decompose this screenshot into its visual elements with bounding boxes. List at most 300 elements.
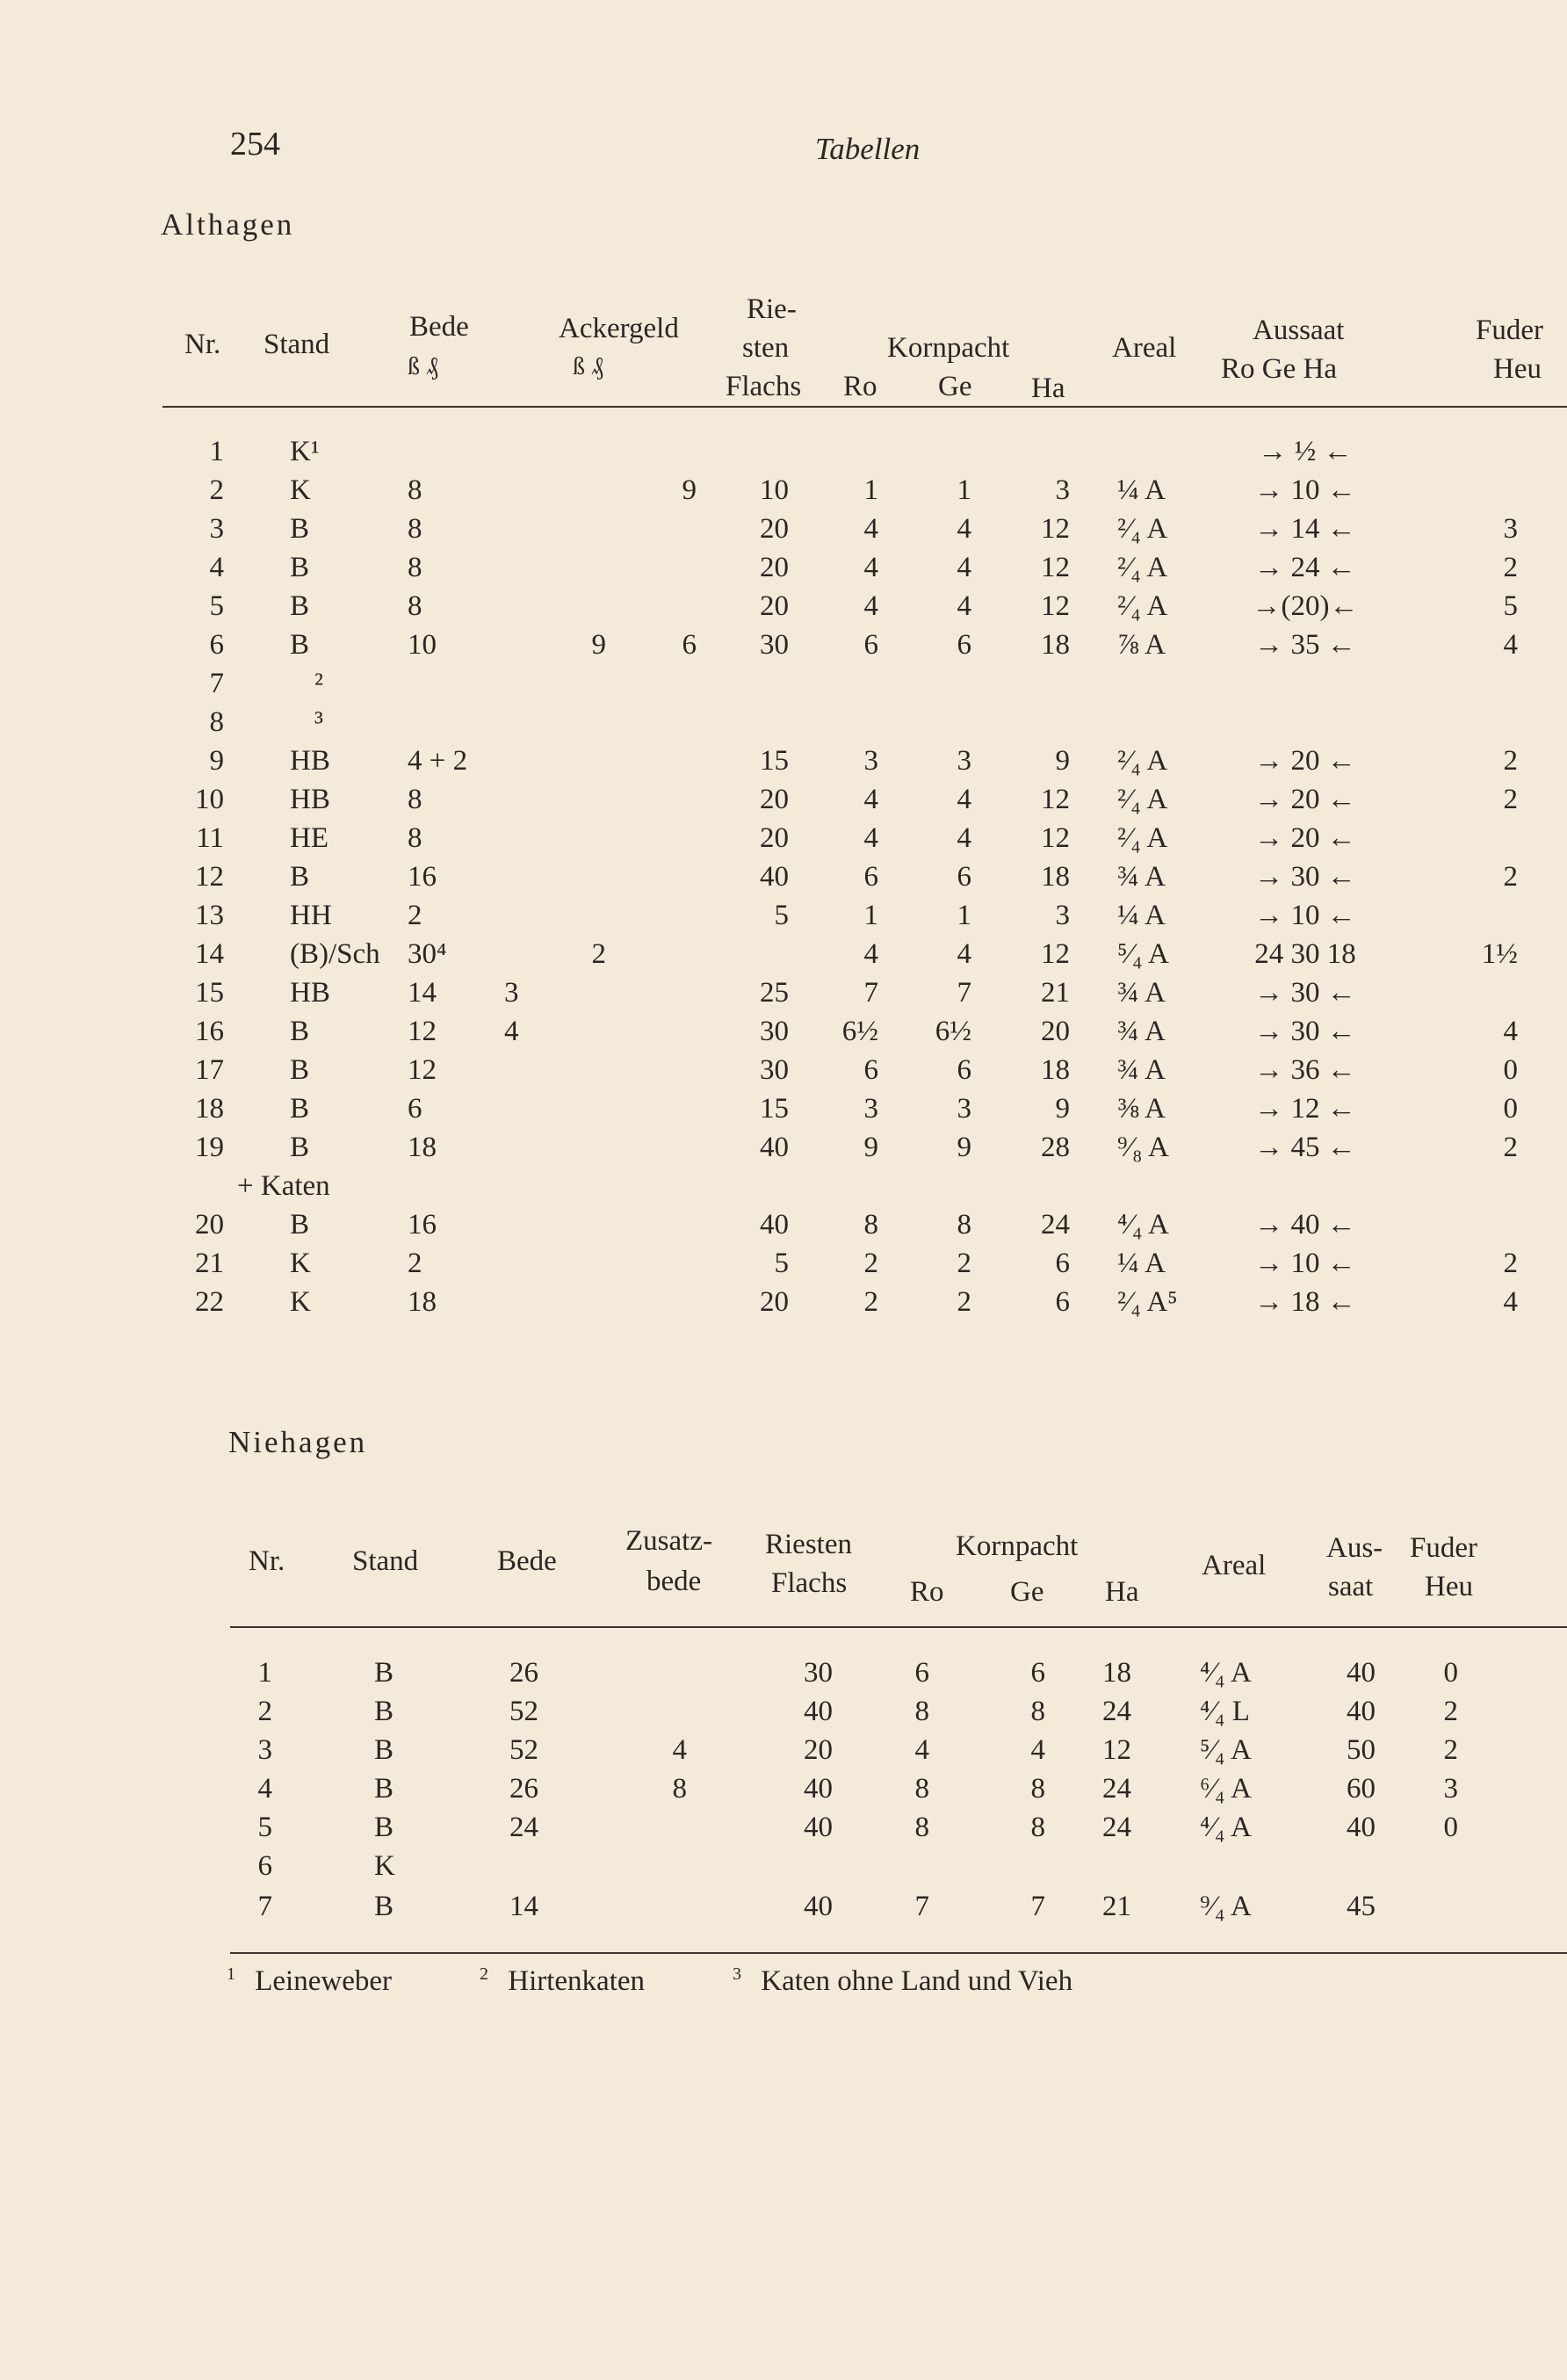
cell-kornpacht-ge: 7 xyxy=(1030,1891,1045,1922)
cell-kornpacht-ro: 3 xyxy=(863,745,878,777)
cell-riesten: 25 xyxy=(760,977,789,1009)
cell-nr: 13 xyxy=(195,900,224,931)
cell-fuder: 5 xyxy=(1503,590,1518,622)
cell-riesten: 15 xyxy=(760,1093,789,1125)
niehagen-header-zusatz-2: bede xyxy=(646,1566,702,1597)
cell-kornpacht-ro: 9 xyxy=(863,1132,878,1163)
cell-bede-s: 2 xyxy=(408,1248,422,1279)
cell-bede: 14 xyxy=(509,1891,538,1922)
cell-fuder: 4 xyxy=(1503,1286,1518,1318)
cell-nr: 5 xyxy=(209,590,224,622)
cell-kornpacht-ha: 12 xyxy=(1041,513,1070,545)
footnote-mark: 3 xyxy=(733,1964,741,1984)
cell-nr: 8 xyxy=(209,706,224,738)
cell-kornpacht-ha: 12 xyxy=(1041,590,1070,622)
cell-aussaat: → 30 ← xyxy=(1254,861,1356,893)
cell-kornpacht-ge: 4 xyxy=(957,590,971,622)
cell-nr: 1 xyxy=(209,436,224,467)
cell-nr: 5 xyxy=(257,1812,272,1843)
cell-bede-s: 12 xyxy=(408,1054,437,1086)
cell-aussaat: → 10 ← xyxy=(1254,900,1356,931)
cell-nr: 4 xyxy=(209,552,224,583)
cell-stand: B xyxy=(374,1734,394,1766)
cell-kornpacht-ge: 1 xyxy=(957,900,971,931)
cell-kornpacht-ha: 24 xyxy=(1102,1812,1131,1843)
cell-fuder: 0 xyxy=(1503,1054,1518,1086)
cell-aussaat: → 10 ← xyxy=(1254,1248,1356,1279)
cell-nr: 2 xyxy=(209,474,224,506)
cell-kornpacht-ge: 3 xyxy=(957,745,971,777)
cell-bede-s: 14 xyxy=(408,977,437,1009)
cell-kornpacht-ge: 4 xyxy=(957,513,971,545)
cell-nr: 14 xyxy=(195,938,224,970)
cell-kornpacht-ge: 4 xyxy=(1030,1734,1045,1766)
cell-kornpacht-ha: 6 xyxy=(1055,1286,1070,1318)
althagen-header-bede: Bede xyxy=(409,311,469,343)
cell-bede: 24 xyxy=(509,1812,538,1843)
cell-nr: 19 xyxy=(195,1132,224,1163)
section-title-althagen: Althagen xyxy=(161,207,295,242)
cell-kornpacht-ha: 12 xyxy=(1041,938,1070,970)
cell-fuder: 0 xyxy=(1443,1812,1458,1843)
cell-areal: ¼ A xyxy=(1117,474,1166,506)
cell-kornpacht-ge: 3 xyxy=(957,1093,971,1125)
cell-areal: ⁹⁄₄ A xyxy=(1200,1891,1252,1922)
niehagen-header-areal: Areal xyxy=(1202,1550,1267,1581)
cell-kornpacht-ha: 18 xyxy=(1041,629,1070,661)
cell-aussaat: 50 xyxy=(1347,1734,1376,1766)
cell-kornpacht-ha: 12 xyxy=(1041,822,1070,854)
cell-kornpacht-ge: 2 xyxy=(957,1286,971,1318)
cell-bede: 52 xyxy=(509,1696,538,1727)
cell-bede-s: 12 xyxy=(408,1016,437,1047)
footnote-1 xyxy=(227,1964,392,1998)
cell-fuder: 2 xyxy=(1443,1696,1458,1727)
cell-aussaat: → 20 ← xyxy=(1254,822,1356,854)
cell-stand: K xyxy=(290,1286,311,1318)
cell-kornpacht-ro: 1 xyxy=(863,900,878,931)
cell-aussaat: → 20 ← xyxy=(1254,784,1356,815)
cell-kornpacht-ha: 18 xyxy=(1102,1657,1131,1689)
cell-kornpacht-ha: 12 xyxy=(1041,552,1070,583)
althagen-header-kornpacht: Kornpacht xyxy=(887,332,1010,364)
cell-stand: K xyxy=(374,1850,395,1882)
cell-stand: B xyxy=(374,1891,394,1922)
cell-fuder: 2 xyxy=(1503,552,1518,583)
niehagen-header-rule xyxy=(230,1626,1567,1628)
cell-areal: ⁹⁄₈ A xyxy=(1117,1132,1169,1163)
cell-kornpacht-ro: 6 xyxy=(863,629,878,661)
cell-nr: 15 xyxy=(195,977,224,1009)
cell-fuder: 3 xyxy=(1503,513,1518,545)
althagen-header-bede-units: ß ₰ xyxy=(408,353,438,380)
cell-nr: 7 xyxy=(257,1891,272,1922)
cell-stand: B xyxy=(290,1093,310,1125)
cell-kornpacht-ro: 1 xyxy=(863,474,878,506)
cell-areal: ⁵⁄₄ A xyxy=(1117,938,1169,970)
cell-stand: B xyxy=(290,513,310,545)
cell-kornpacht-ge: 8 xyxy=(1030,1696,1045,1727)
cell-fuder: 2 xyxy=(1503,1132,1518,1163)
cell-kornpacht-ha: 12 xyxy=(1102,1734,1131,1766)
cell-ackergeld-s: 2 xyxy=(591,938,606,970)
cell-bede: 52 xyxy=(509,1734,538,1766)
cell-riesten: 20 xyxy=(760,784,789,815)
cell-stand: B xyxy=(290,552,310,583)
cell-kornpacht-ro: 2 xyxy=(863,1248,878,1279)
cell-kornpacht-ge: 9 xyxy=(957,1132,971,1163)
page-number: 254 xyxy=(230,126,280,163)
cell-kornpacht-ha: 24 xyxy=(1041,1209,1070,1241)
cell-kornpacht-ha: 20 xyxy=(1041,1016,1070,1047)
cell-fuder: 0 xyxy=(1443,1657,1458,1689)
footnote-3 xyxy=(733,1964,1072,1998)
cell-areal: ²⁄₄ A xyxy=(1117,513,1168,545)
cell-nr: 3 xyxy=(209,513,224,545)
cell-kornpacht-ro: 4 xyxy=(863,784,878,815)
cell-areal: ²⁄₄ A xyxy=(1117,590,1168,622)
cell-bede: 26 xyxy=(509,1773,538,1805)
cell-kornpacht-ge: 8 xyxy=(957,1209,971,1241)
cell-aussaat: → 30 ← xyxy=(1254,1016,1356,1047)
cell-areal: ⁴⁄₄ A xyxy=(1200,1812,1252,1843)
althagen-header-stand: Stand xyxy=(264,329,330,360)
cell-nr: 2 xyxy=(257,1696,272,1727)
cell-stand: B xyxy=(374,1657,394,1689)
cell-stand: HB xyxy=(290,784,330,815)
footnote-text: Leineweber xyxy=(248,1965,392,1997)
cell-kornpacht-ro: 6 xyxy=(863,861,878,893)
cell-aussaat: 40 xyxy=(1347,1812,1376,1843)
cell-areal: ²⁄₄ A xyxy=(1117,745,1168,777)
cell-kornpacht-ge: 4 xyxy=(957,784,971,815)
cell-nr: 7 xyxy=(209,668,224,699)
cell-kornpacht-ge: 4 xyxy=(957,938,971,970)
cell-areal: ¼ A xyxy=(1117,900,1166,931)
niehagen-header-riesten-2: Flachs xyxy=(771,1567,848,1599)
cell-bede-s: 16 xyxy=(408,1209,437,1241)
cell-bede-s: 10 xyxy=(408,629,437,661)
cell-ackergeld-d: 6 xyxy=(682,629,697,661)
cell-aussaat: → 36 ← xyxy=(1254,1054,1356,1086)
cell-nr: 20 xyxy=(195,1209,224,1241)
cell-fuder: 2 xyxy=(1503,745,1518,777)
cell-stand: B xyxy=(290,1132,310,1163)
cell-stand: B xyxy=(290,590,310,622)
footnote-text: Katen ohne Land und Vieh xyxy=(754,1965,1073,1997)
niehagen-header-fuder: Fuder xyxy=(1410,1532,1477,1564)
niehagen-header-nr: Nr. xyxy=(249,1545,285,1577)
althagen-header-aussaat-sub: Ro Ge Ha xyxy=(1221,353,1337,385)
cell-bede-s: 16 xyxy=(408,861,437,893)
cell-kornpacht-ro: 6 xyxy=(863,1054,878,1086)
althagen-header-ackergeld-units: ß ₰ xyxy=(573,353,603,380)
cell-stand: HB xyxy=(290,745,330,777)
cell-aussaat: → 10 ← xyxy=(1254,474,1356,506)
cell-riesten: 15 xyxy=(760,745,789,777)
cell-aussaat: → 14 ← xyxy=(1254,513,1356,545)
cell-areal: ⁶⁄₄ A xyxy=(1200,1773,1252,1805)
cell-kornpacht-ha: 21 xyxy=(1102,1891,1131,1922)
cell-zusatzbede: 4 xyxy=(672,1734,687,1766)
cell-stand: (B)/Sch xyxy=(290,938,380,970)
cell-areal: ⁴⁄₄ A xyxy=(1200,1657,1252,1689)
cell-areal: ⅞ A xyxy=(1117,629,1166,661)
cell-stand: K xyxy=(290,474,311,506)
cell-kornpacht-ha: 21 xyxy=(1041,977,1070,1009)
cell-kornpacht-ha: 18 xyxy=(1041,861,1070,893)
cell-nr: 10 xyxy=(195,784,224,815)
cell-aussaat: 24 30 18 xyxy=(1254,938,1356,970)
cell-zusatzbede: 8 xyxy=(672,1773,687,1805)
cell-kornpacht-ro: 3 xyxy=(863,1093,878,1125)
althagen-header-riesten-1: Rie- xyxy=(747,293,797,325)
cell-kornpacht-ro: 4 xyxy=(863,552,878,583)
cell-bede: 26 xyxy=(509,1657,538,1689)
cell-aussaat: → 45 ← xyxy=(1254,1132,1356,1163)
cell-stand: B xyxy=(290,1016,310,1047)
footnote-mark: 1 xyxy=(227,1964,235,1984)
cell-fuder: 4 xyxy=(1503,1016,1518,1047)
cell-stand: HE xyxy=(290,822,329,854)
cell-bede-s: 8 xyxy=(408,474,422,506)
cell-nr: 4 xyxy=(257,1773,272,1805)
cell-nr: 21 xyxy=(195,1248,224,1279)
cell-stand: B xyxy=(290,1209,310,1241)
cell-bede-d: 3 xyxy=(504,977,519,1009)
cell-kornpacht-ge: 1 xyxy=(957,474,971,506)
niehagen-header-aussaat-2: saat xyxy=(1328,1571,1374,1602)
cell-kornpacht-ro: 4 xyxy=(863,822,878,854)
cell-areal: ²⁄₄ A⁵ xyxy=(1117,1286,1178,1318)
cell-bede-s: 30⁴ xyxy=(408,938,447,970)
cell-riesten: 20 xyxy=(760,590,789,622)
cell-fuder: 2 xyxy=(1503,784,1518,815)
niehagen-header-stand: Stand xyxy=(352,1545,419,1577)
cell-kornpacht-ha: 3 xyxy=(1055,900,1070,931)
niehagen-header-aussaat-1: Aus- xyxy=(1326,1532,1383,1564)
cell-kornpacht-ha: 3 xyxy=(1055,474,1070,506)
cell-stand: B xyxy=(290,1054,310,1086)
running-head: Tabellen xyxy=(815,132,921,166)
cell-ackergeld-s: 9 xyxy=(591,629,606,661)
cell-ackergeld-d: 9 xyxy=(682,474,697,506)
cell-kornpacht-ge: 8 xyxy=(1030,1773,1045,1805)
niehagen-header-ha: Ha xyxy=(1105,1576,1139,1608)
footnote-2 xyxy=(480,1964,645,1998)
althagen-header-fuder: Fuder xyxy=(1476,315,1543,346)
althagen-header-heu: Heu xyxy=(1493,353,1542,385)
cell-nr: 9 xyxy=(209,745,224,777)
cell-nr: 12 xyxy=(195,861,224,893)
niehagen-header-bede: Bede xyxy=(497,1545,557,1577)
cell-bede-s: 8 xyxy=(408,513,422,545)
cell-riesten: 20 xyxy=(760,1286,789,1318)
cell-riesten: 40 xyxy=(760,1209,789,1241)
althagen-header-riesten-2: sten xyxy=(742,332,790,364)
cell-bede-s: 8 xyxy=(408,784,422,815)
niehagen-header-kornpacht: Kornpacht xyxy=(956,1530,1079,1562)
cell-riesten: 40 xyxy=(760,1132,789,1163)
cell-kornpacht-ge: 4 xyxy=(957,822,971,854)
cell-aussaat: 40 xyxy=(1347,1657,1376,1689)
cell-aussaat: → 20 ← xyxy=(1254,745,1356,777)
cell-riesten: 5 xyxy=(774,1248,789,1279)
cell-kornpacht-ha: 12 xyxy=(1041,784,1070,815)
cell-nr: 1 xyxy=(257,1657,272,1689)
cell-kornpacht-ha: 9 xyxy=(1055,1093,1070,1125)
cell-aussaat: 45 xyxy=(1347,1891,1376,1922)
cell-areal: ⁴⁄₄ L xyxy=(1200,1696,1250,1727)
cell-areal: ²⁄₄ A xyxy=(1117,784,1168,815)
cell-kornpacht-ge: 6 xyxy=(1030,1657,1045,1689)
cell-stand: B xyxy=(290,629,310,661)
cell-stand: + Katen xyxy=(237,1170,330,1202)
cell-stand: HB xyxy=(290,977,330,1009)
cell-fuder: 2 xyxy=(1443,1734,1458,1766)
cell-aussaat: → 18 ← xyxy=(1254,1286,1356,1318)
cell-aussaat: → 24 ← xyxy=(1254,552,1356,583)
niehagen-header-heu: Heu xyxy=(1425,1571,1473,1602)
cell-kornpacht-ro: 4 xyxy=(914,1734,929,1766)
cell-areal: ¾ A xyxy=(1117,1016,1166,1047)
footnote-text: Hirtenkaten xyxy=(501,1965,646,1997)
cell-kornpacht-ha: 6 xyxy=(1055,1248,1070,1279)
cell-aussaat: → ½ ← xyxy=(1258,436,1353,467)
althagen-header-ro: Ro xyxy=(843,371,877,402)
cell-kornpacht-ha: 9 xyxy=(1055,745,1070,777)
cell-stand: HH xyxy=(290,900,332,931)
cell-areal: ⅜ A xyxy=(1117,1093,1166,1125)
cell-riesten: 40 xyxy=(804,1891,833,1922)
cell-riesten: 20 xyxy=(760,552,789,583)
cell-kornpacht-ro: 4 xyxy=(863,938,878,970)
cell-kornpacht-ge: 6 xyxy=(957,1054,971,1086)
cell-kornpacht-ge: 6 xyxy=(957,861,971,893)
cell-kornpacht-ha: 18 xyxy=(1041,1054,1070,1086)
cell-bede-s: 18 xyxy=(408,1286,437,1318)
footnote-mark: 2 xyxy=(480,1964,488,1984)
cell-nr: 18 xyxy=(195,1093,224,1125)
niehagen-header-ge: Ge xyxy=(1010,1576,1044,1608)
cell-kornpacht-ge: 7 xyxy=(957,977,971,1009)
cell-kornpacht-ro: 4 xyxy=(863,590,878,622)
cell-kornpacht-ha: 24 xyxy=(1102,1773,1131,1805)
cell-kornpacht-ge: 6 xyxy=(957,629,971,661)
althagen-header-ha: Ha xyxy=(1031,373,1065,404)
cell-areal: ¼ A xyxy=(1117,1248,1166,1279)
cell-nr: 11 xyxy=(196,822,224,854)
cell-kornpacht-ro: 6 xyxy=(914,1657,929,1689)
cell-riesten: 30 xyxy=(760,1054,789,1086)
cell-aussaat: →(20)← xyxy=(1252,590,1359,622)
cell-bede-s: 8 xyxy=(408,552,422,583)
cell-fuder: 0 xyxy=(1503,1093,1518,1125)
cell-bede-s: 8 xyxy=(408,822,422,854)
cell-fuder: 1½ xyxy=(1481,938,1518,970)
cell-kornpacht-ro: 8 xyxy=(914,1773,929,1805)
althagen-header-areal: Areal xyxy=(1112,332,1177,364)
cell-areal: ²⁄₄ A xyxy=(1117,822,1168,854)
cell-areal: ²⁄₄ A xyxy=(1117,552,1168,583)
cell-kornpacht-ro: 2 xyxy=(863,1286,878,1318)
cell-kornpacht-ro: 7 xyxy=(863,977,878,1009)
cell-fuder: 2 xyxy=(1503,861,1518,893)
niehagen-bottom-rule xyxy=(230,1952,1567,1954)
cell-stand: ² xyxy=(314,668,323,699)
cell-riesten: 10 xyxy=(760,474,789,506)
cell-bede-s: 2 xyxy=(408,900,422,931)
cell-stand: ³ xyxy=(314,706,323,738)
althagen-header-ackergeld: Ackergeld xyxy=(559,313,679,344)
cell-stand: B xyxy=(374,1696,394,1727)
cell-aussaat: → 35 ← xyxy=(1254,629,1356,661)
cell-riesten: 5 xyxy=(774,900,789,931)
cell-stand: B xyxy=(374,1812,394,1843)
cell-stand: B xyxy=(374,1773,394,1805)
cell-nr: 6 xyxy=(257,1850,272,1882)
cell-fuder: 2 xyxy=(1503,1248,1518,1279)
cell-fuder: 3 xyxy=(1443,1773,1458,1805)
cell-kornpacht-ro: 4 xyxy=(863,513,878,545)
althagen-header-riesten-3: Flachs xyxy=(726,371,802,402)
cell-areal: ¾ A xyxy=(1117,977,1166,1009)
cell-riesten: 30 xyxy=(760,629,789,661)
cell-bede-d: 4 xyxy=(504,1016,519,1047)
cell-kornpacht-ge: 8 xyxy=(1030,1812,1045,1843)
cell-nr: 22 xyxy=(195,1286,224,1318)
cell-aussaat: 40 xyxy=(1347,1696,1376,1727)
cell-kornpacht-ha: 24 xyxy=(1102,1696,1131,1727)
cell-nr: 3 xyxy=(257,1734,272,1766)
cell-kornpacht-ro: 8 xyxy=(863,1209,878,1241)
cell-riesten: 20 xyxy=(760,513,789,545)
cell-bede-s: 6 xyxy=(408,1093,422,1125)
cell-aussaat: → 40 ← xyxy=(1254,1209,1356,1241)
althagen-header-rule xyxy=(162,406,1567,408)
cell-riesten: 40 xyxy=(804,1696,833,1727)
cell-kornpacht-ha: 28 xyxy=(1041,1132,1070,1163)
cell-riesten: 30 xyxy=(804,1657,833,1689)
cell-areal: ¾ A xyxy=(1117,1054,1166,1086)
cell-kornpacht-ge: 4 xyxy=(957,552,971,583)
cell-riesten: 40 xyxy=(760,861,789,893)
cell-nr: 16 xyxy=(195,1016,224,1047)
cell-bede-s: 18 xyxy=(408,1132,437,1163)
cell-riesten: 40 xyxy=(804,1773,833,1805)
cell-kornpacht-ge: 2 xyxy=(957,1248,971,1279)
niehagen-header-zusatz-1: Zusatz- xyxy=(625,1525,712,1557)
cell-riesten: 30 xyxy=(760,1016,789,1047)
cell-areal: ¾ A xyxy=(1117,861,1166,893)
cell-aussaat: → 30 ← xyxy=(1254,977,1356,1009)
cell-kornpacht-ge: 6½ xyxy=(935,1016,971,1047)
cell-stand: B xyxy=(290,861,310,893)
cell-riesten: 20 xyxy=(804,1734,833,1766)
cell-stand: K xyxy=(290,1248,311,1279)
althagen-header-aussaat: Aussaat xyxy=(1253,315,1345,346)
niehagen-header-ro: Ro xyxy=(910,1576,944,1608)
althagen-header-ge: Ge xyxy=(938,371,972,402)
cell-kornpacht-ro: 8 xyxy=(914,1812,929,1843)
cell-kornpacht-ro: 6½ xyxy=(841,1016,878,1047)
niehagen-header-riesten-1: Riesten xyxy=(765,1529,852,1560)
cell-kornpacht-ro: 7 xyxy=(914,1891,929,1922)
cell-aussaat: → 12 ← xyxy=(1254,1093,1356,1125)
cell-kornpacht-ro: 8 xyxy=(914,1696,929,1727)
cell-riesten: 40 xyxy=(804,1812,833,1843)
cell-nr: 17 xyxy=(195,1054,224,1086)
